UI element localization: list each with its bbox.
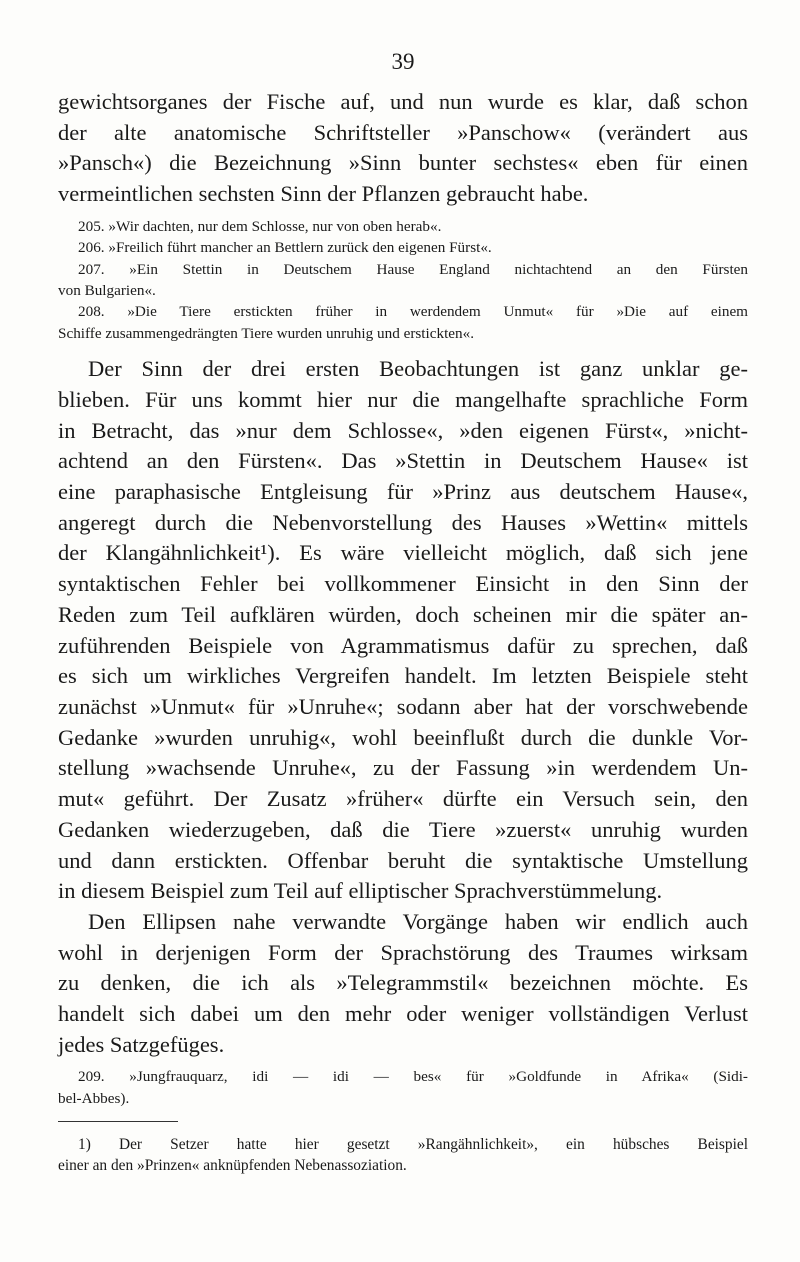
text-line: wohl in derjenigen Form der Sprachstörung des Traumes wirksam (58, 939, 748, 965)
text-line: achtend an den Fürsten«. Das »Stettin in Deutschem Hause« ist (58, 448, 748, 474)
paragraph-3 (58, 907, 748, 1061)
text-line: zuführenden Beispiele von Agrammatismus dafür zu sprechen, daß (58, 632, 748, 658)
footnote-line: einer an den »Prinzen« anknüpfenden Nebenassoziation. (58, 1157, 407, 1175)
example-208-cont: Schiffe zusammengedrängten Tiere wurden unruhig und erstickten«. (58, 324, 475, 342)
text-line: der Klangähnlichkeit¹). Es wäre vielleicht möglich, daß sich jene (58, 540, 748, 566)
text-line: zunächst »Unmut« für »Unruhe«; sodann aber hat der vorschwebende (58, 693, 748, 719)
text-line: blieben. Für uns kommt hier nur die mangelhafte sprachliche Form (58, 386, 748, 412)
page-number: 39 (391, 49, 415, 74)
text-line: in Betracht, das »nur dem Schlosse«, »den eigenen Fürst«, »nicht- (58, 417, 748, 443)
footnote-line: 1) Der Setzer hatte hier gesetzt »Rangähnlichkeit», ein hübsches Beispiel (78, 1136, 748, 1154)
text-line: »Pansch«) die Bezeichnung »Sinn bunter sechstes« eben für einen (58, 150, 748, 176)
text-line: jedes Satzgefüges. (58, 1031, 225, 1057)
text-line: Den Ellipsen nahe verwandte Vorgänge haben wir endlich auch (88, 908, 748, 934)
text-line: gewichtsorganes der Fische auf, und nun wurde es klar, daß schon (58, 89, 748, 114)
example-209: 209. »Jungfrauquarz, idi — idi — bes« für »Goldfunde in Afrika« (Sidi- (78, 1068, 748, 1086)
example-209-cont: bel-Abbes). (58, 1089, 130, 1107)
example-206: 206. »Freilich führt mancher an Bettlern zurück den eigenen Fürst«. (78, 239, 492, 257)
example-208: 208. »Die Tiere erstickten früher in werdendem Unmut« für »Die auf einem (78, 303, 748, 321)
text-line: Gedanken wiederzugeben, daß die Tiere »zuerst« unruhig wurden (58, 816, 748, 842)
text-line: angeregt durch die Nebenvorstellung des Hauses »Wettin« mittels (58, 509, 748, 535)
text-line: Gedanke »wurden unruhig«, wohl beeinflußt durch die dunkle Vor- (58, 724, 748, 750)
text-line: in diesem Beispiel zum Teil auf elliptischer Sprachverstümmelung. (58, 878, 663, 904)
example-207-cont: von Bulgarien«. (58, 282, 156, 300)
text-line: mut« geführt. Der Zusatz »früher« dürfte ein Versuch sein, den (58, 786, 748, 812)
text-line: stellung »wachsende Unruhe«, zu der Fassung »in werdendem Un- (58, 755, 748, 781)
text-line: und dann erstickten. Offenbar beruht die syntaktische Umstellung (58, 847, 748, 873)
text-line: Reden zum Teil aufklären würden, doch scheinen mir die später an- (58, 601, 748, 627)
book-page (58, 50, 748, 1176)
text-line: vermeintlichen sechsten Sinn der Pflanzen gebraucht habe. (58, 181, 589, 207)
text-line: zu denken, die ich als »Telegrammstil« bezeichnen möchte. Es (58, 970, 748, 996)
example-205: 205. »Wir dachten, nur dem Schlosse, nur von oben herab«. (78, 217, 442, 235)
footnote-divider (58, 1121, 178, 1122)
example-list-1 (58, 216, 748, 344)
text-line: Der Sinn der drei ersten Beobachtungen ist ganz unklar ge- (88, 356, 748, 382)
text-line: eine paraphasische Entgleisung für »Prinz aus deutschem Hause«, (58, 479, 748, 505)
paragraph-1 (58, 87, 748, 210)
paragraph-2 (58, 354, 748, 907)
text-line: es sich um wirkliches Vergreifen handelt. Im letzten Beispiele steht (58, 663, 748, 689)
text-line: syntaktischen Fehler bei vollkommener Einsicht in den Sinn der (58, 571, 748, 597)
text-line: der alte anatomische Schriftsteller »Panschow« (verändert aus (58, 119, 748, 145)
text-line: handelt sich dabei um den mehr oder weniger vollständigen Verlust (58, 1001, 748, 1027)
example-207: 207. »Ein Stettin in Deutschem Hause England nichtachtend an den Fürsten (78, 260, 748, 278)
example-list-2 (58, 1066, 748, 1109)
footnote (58, 1134, 748, 1176)
